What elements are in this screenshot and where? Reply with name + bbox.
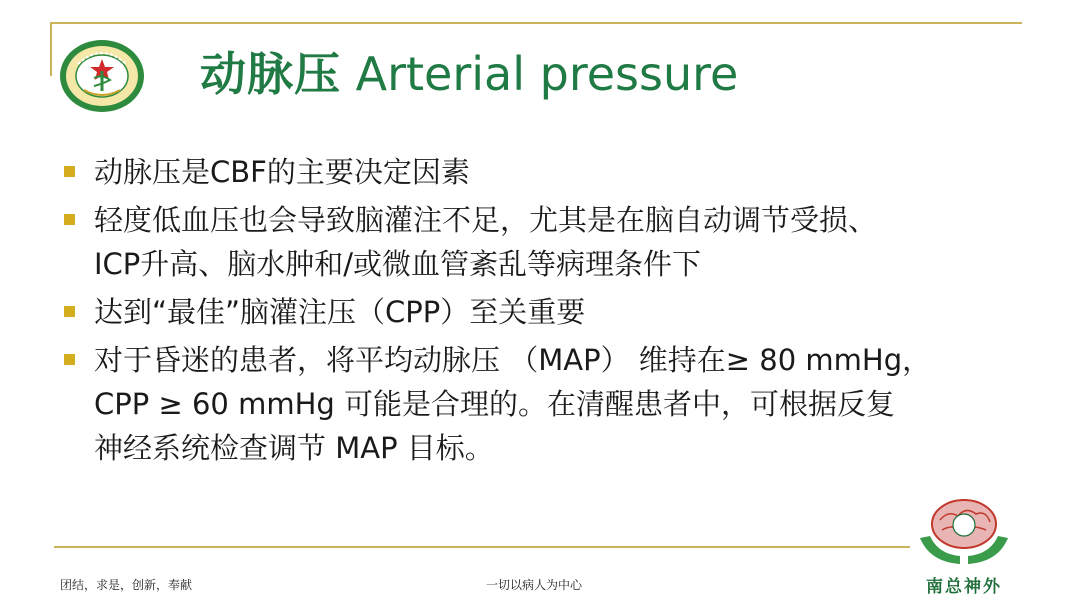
bullet-line: CPP ≥ 60 mmHg 可能是合理的。在清醒患者中，可根据反复: [94, 387, 896, 421]
bullet-item: [64, 338, 1044, 470]
bullet-line: 神经系统检查调节 MAP 目标。: [94, 431, 494, 465]
top-divider: [50, 22, 1022, 24]
dept-name: 南总神外: [926, 577, 1002, 597]
title-chinese: 动脉压: [200, 47, 341, 101]
neurosurgery-brain-hands-logo: [912, 498, 1012, 572]
bullet-line: ICP升高、脑水肿和/或微血管紊乱等病理条件下: [94, 247, 702, 281]
bullet-line: 达到“最佳”脑灌注压（CPP）至关重要: [94, 295, 586, 329]
bottom-divider: [54, 546, 910, 548]
footer-motto: 团结，求是，创新，奉献: [60, 578, 193, 592]
title-english: Arterial pressure: [355, 47, 739, 101]
bullet-text: [94, 198, 1044, 286]
square-bullet-icon: [64, 214, 75, 225]
square-bullet-icon: [64, 354, 75, 365]
bullet-item: [64, 198, 1044, 286]
square-bullet-icon: [64, 166, 75, 177]
bullet-line: 轻度低血压也会导致脑灌注不足，尤其是在脑自动调节受损、: [94, 203, 878, 237]
bullet-text: [94, 150, 1044, 194]
bullet-line: 对于昏迷的患者，将平均动脉压 （MAP） 维持在≥ 80 mmHg，: [94, 343, 932, 377]
bullet-item: [64, 290, 1044, 334]
bullet-text: [94, 290, 1044, 334]
footer-slogan: 一切以病人为中心: [486, 578, 583, 592]
bullet-line: 动脉压是CBF的主要决定因素: [94, 155, 470, 189]
hospital-emblem-logo: [58, 38, 146, 114]
left-divider: [50, 22, 52, 76]
bullet-item: [64, 150, 1044, 194]
bullet-list: [64, 150, 1044, 474]
square-bullet-icon: [64, 306, 75, 317]
slide-title: [200, 44, 738, 104]
bullet-text: [94, 338, 1044, 470]
